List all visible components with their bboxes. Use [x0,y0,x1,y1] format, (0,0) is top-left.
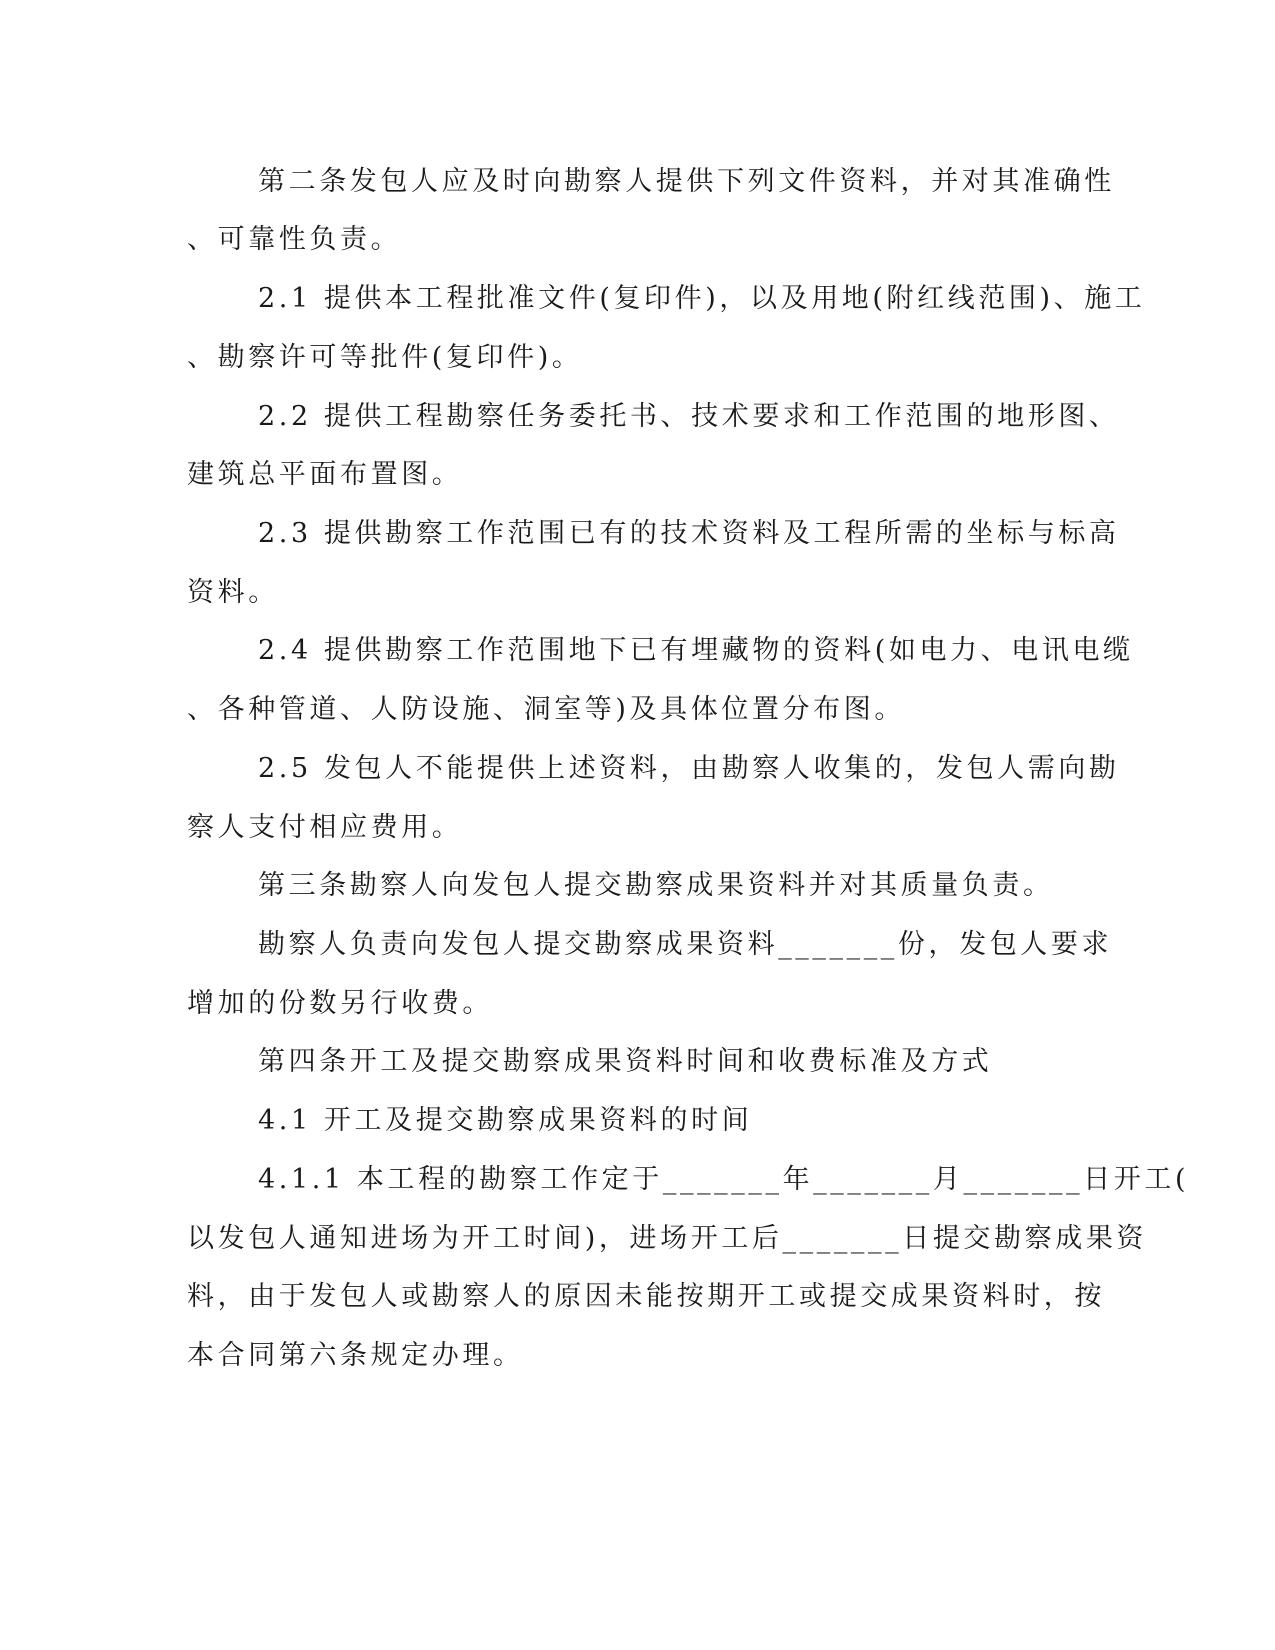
article-4-heading: 第四条开工及提交勘察成果资料时间和收费标准及方式 [258,1046,993,1077]
article-3-heading: 第三条勘察人向发包人提交勘察成果资料并对其质量负责。 [258,870,1054,901]
clause-2-1-cont: 、勘察许可等批件(复印件)。 [187,342,583,373]
clause-4-1-1-cont-1: 以发包人通知进场为开工时间)，进场开工后_______日提交勘察成果资 [187,1223,1148,1254]
clause-4-1-1: 4.1.1 本工程的勘察工作定于_______年_______月_______日开工( [258,1164,1190,1195]
article-2-heading-cont: 、可靠性负责。 [187,224,402,255]
article-2-heading: 第二条发包人应及时向勘察人提供下列文件资料，并对其准确性 [258,166,1115,197]
clause-2-4-cont: 、各种管道、人防设施、洞室等)及具体位置分布图。 [187,694,905,725]
clause-2-5: 2.5 发包人不能提供上述资料，由勘察人收集的，发包人需向勘 [258,753,1120,784]
clause-4-1-1-cont-3: 本合同第六条规定办理。 [187,1340,524,1371]
clause-2-2-cont: 建筑总平面布置图。 [187,459,463,490]
clause-2-3-cont: 资料。 [187,577,279,608]
clause-2-4: 2.4 提供勘察工作范围地下已有埋藏物的资料(如电力、电讯电缆 [258,635,1134,666]
clause-2-1: 2.1 提供本工程批准文件(复印件)，以及用地(附红线范围)、施工 [258,283,1146,314]
clause-2-3: 2.3 提供勘察工作范围已有的技术资料及工程所需的坐标与标高 [258,518,1120,549]
article-3-paragraph: 勘察人负责向发包人提交勘察成果资料_______份，发包人要求 [258,929,1113,960]
clause-2-5-cont: 察人支付相应费用。 [187,812,463,843]
clause-4-1: 4.1 开工及提交勘察成果资料的时间 [258,1105,753,1136]
clause-2-2: 2.2 提供工程勘察任务委托书、技术要求和工作范围的地形图、 [258,401,1120,432]
clause-4-1-1-cont-2: 料，由于发包人或勘察人的原因未能按期开工或提交成果资料时，按 [187,1281,1105,1312]
article-3-paragraph-cont: 增加的份数另行收费。 [187,988,493,1019]
